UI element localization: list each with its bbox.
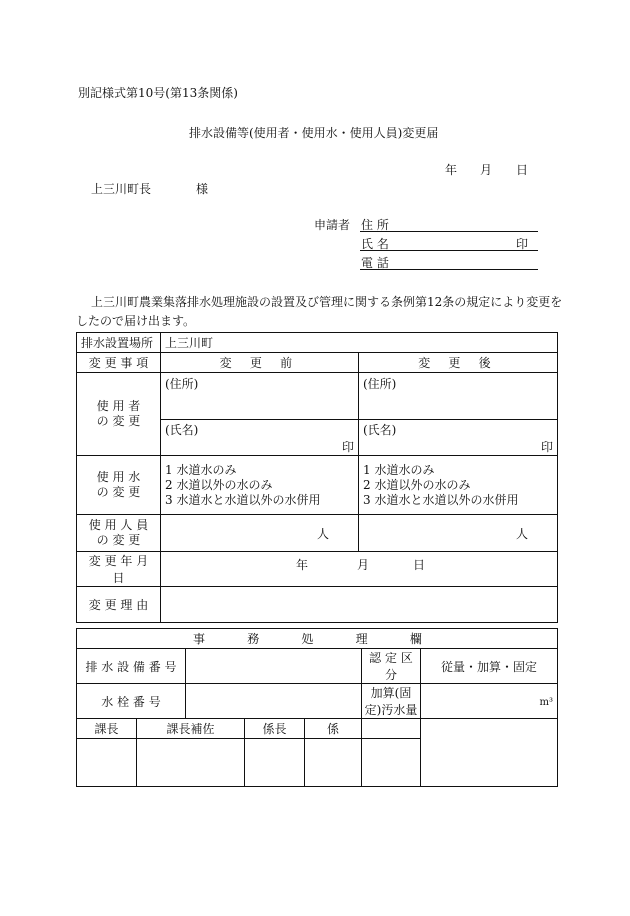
drain-number-label: 排 水 設 備 番 号 <box>77 649 186 684</box>
people-before[interactable]: 人 <box>161 515 359 552</box>
item-label: 変 更 事 項 <box>77 353 161 373</box>
volume-label: 加算(固定)汚水量 <box>362 684 421 719</box>
office-header: 事 務 処 理 欄 <box>77 629 558 649</box>
stamp-wide-blank[interactable] <box>421 719 558 787</box>
water-option[interactable]: 3 水道水と水道以外の水併用 <box>363 492 519 507</box>
body-text-line2: したので届け出ます。 <box>76 314 196 328</box>
water-option[interactable]: 3 水道水と水道以外の水併用 <box>165 492 321 507</box>
stamp-label-kakari: 係 <box>305 719 362 739</box>
date-change-value[interactable] <box>161 552 558 587</box>
date-day: 日 <box>516 163 529 177</box>
stamp-box-kacho-hosa[interactable] <box>137 739 245 787</box>
cert-label: 認 定 区 分 <box>362 649 421 684</box>
stamp-label-kacho-hosa: 課長補佐 <box>137 719 245 739</box>
applicant-phone-label: 電 話 <box>361 256 389 270</box>
stamp-box-kakari[interactable] <box>305 739 362 787</box>
water-before-options[interactable] <box>161 456 359 515</box>
user-after-address[interactable]: (住所) <box>359 373 558 420</box>
stamp-box-blank[interactable] <box>362 739 421 787</box>
stamp-label-kacho: 課長 <box>77 719 137 739</box>
people-after[interactable]: 人 <box>359 515 558 552</box>
change-day: 日 <box>413 558 426 572</box>
applicant-address-line[interactable] <box>360 231 538 232</box>
body-text-line1: 上三川町農業集落排水処理施設の設置及び管理に関する条例第12条の規定により変更を <box>91 295 563 309</box>
user-after-name[interactable]: (氏名) 印 <box>359 420 558 456</box>
office-table <box>76 628 558 787</box>
date-month: 月 <box>480 163 493 177</box>
applicant-name-line[interactable] <box>360 250 538 251</box>
water-option[interactable]: 1 水道水のみ <box>165 462 237 477</box>
stamp-box-kakaricho[interactable] <box>245 739 305 787</box>
addressee-honorific: 様 <box>196 182 209 196</box>
applicant-seal: 印 <box>516 237 529 251</box>
stamp-label-kakaricho: 係長 <box>245 719 305 739</box>
user-before-address[interactable]: (住所) <box>161 373 359 420</box>
water-option[interactable]: 2 水道以外の水のみ <box>363 477 471 492</box>
before-label: 変 更 前 <box>161 353 359 373</box>
water-after-options[interactable] <box>359 456 558 515</box>
user-before-name[interactable]: (氏名) 印 <box>161 420 359 456</box>
meter-value[interactable] <box>186 684 362 719</box>
form-number: 別記様式第10号(第13条関係) <box>78 86 238 100</box>
location-value[interactable]: 上三川町 <box>161 333 558 353</box>
applicant-name-label: 氏 名 <box>361 237 389 251</box>
stamp-label-blank <box>362 719 421 739</box>
water-change-label: 使 用 水 の 変 更 <box>77 456 161 515</box>
meter-label: 水 栓 番 号 <box>77 684 186 719</box>
date-change-label: 変 更 年 月 日 <box>77 552 161 587</box>
reason-label: 変 更 理 由 <box>77 587 161 623</box>
user-after-seal: 印 <box>541 440 554 454</box>
applicant-label: 申請者 <box>314 218 351 232</box>
stamp-box-kacho[interactable] <box>77 739 137 787</box>
change-table <box>76 332 558 623</box>
user-change-label: 使 用 者 の 変 更 <box>77 373 161 456</box>
drain-number-value[interactable] <box>186 649 362 684</box>
form-title: 排水設備等(使用者・使用水・使用人員)変更届 <box>189 126 439 140</box>
volume-value[interactable]: m³ <box>421 684 558 719</box>
applicant-phone-line[interactable] <box>360 269 538 270</box>
user-before-seal: 印 <box>341 440 354 454</box>
change-year: 年 <box>296 558 309 572</box>
reason-value[interactable] <box>161 587 558 623</box>
date-year: 年 <box>445 163 458 177</box>
people-change-label: 使 用 人 員 の 変 更 <box>77 515 161 552</box>
addressee-name: 上三川町長 <box>91 182 152 196</box>
location-label: 排水設置場所 <box>77 333 161 353</box>
water-option[interactable]: 2 水道以外の水のみ <box>165 477 273 492</box>
water-option[interactable]: 1 水道水のみ <box>363 462 435 477</box>
change-month: 月 <box>357 558 370 572</box>
after-label: 変 更 後 <box>359 353 558 373</box>
applicant-address-label: 住 所 <box>361 218 389 232</box>
cert-value[interactable]: 従量・加算・固定 <box>421 649 558 684</box>
